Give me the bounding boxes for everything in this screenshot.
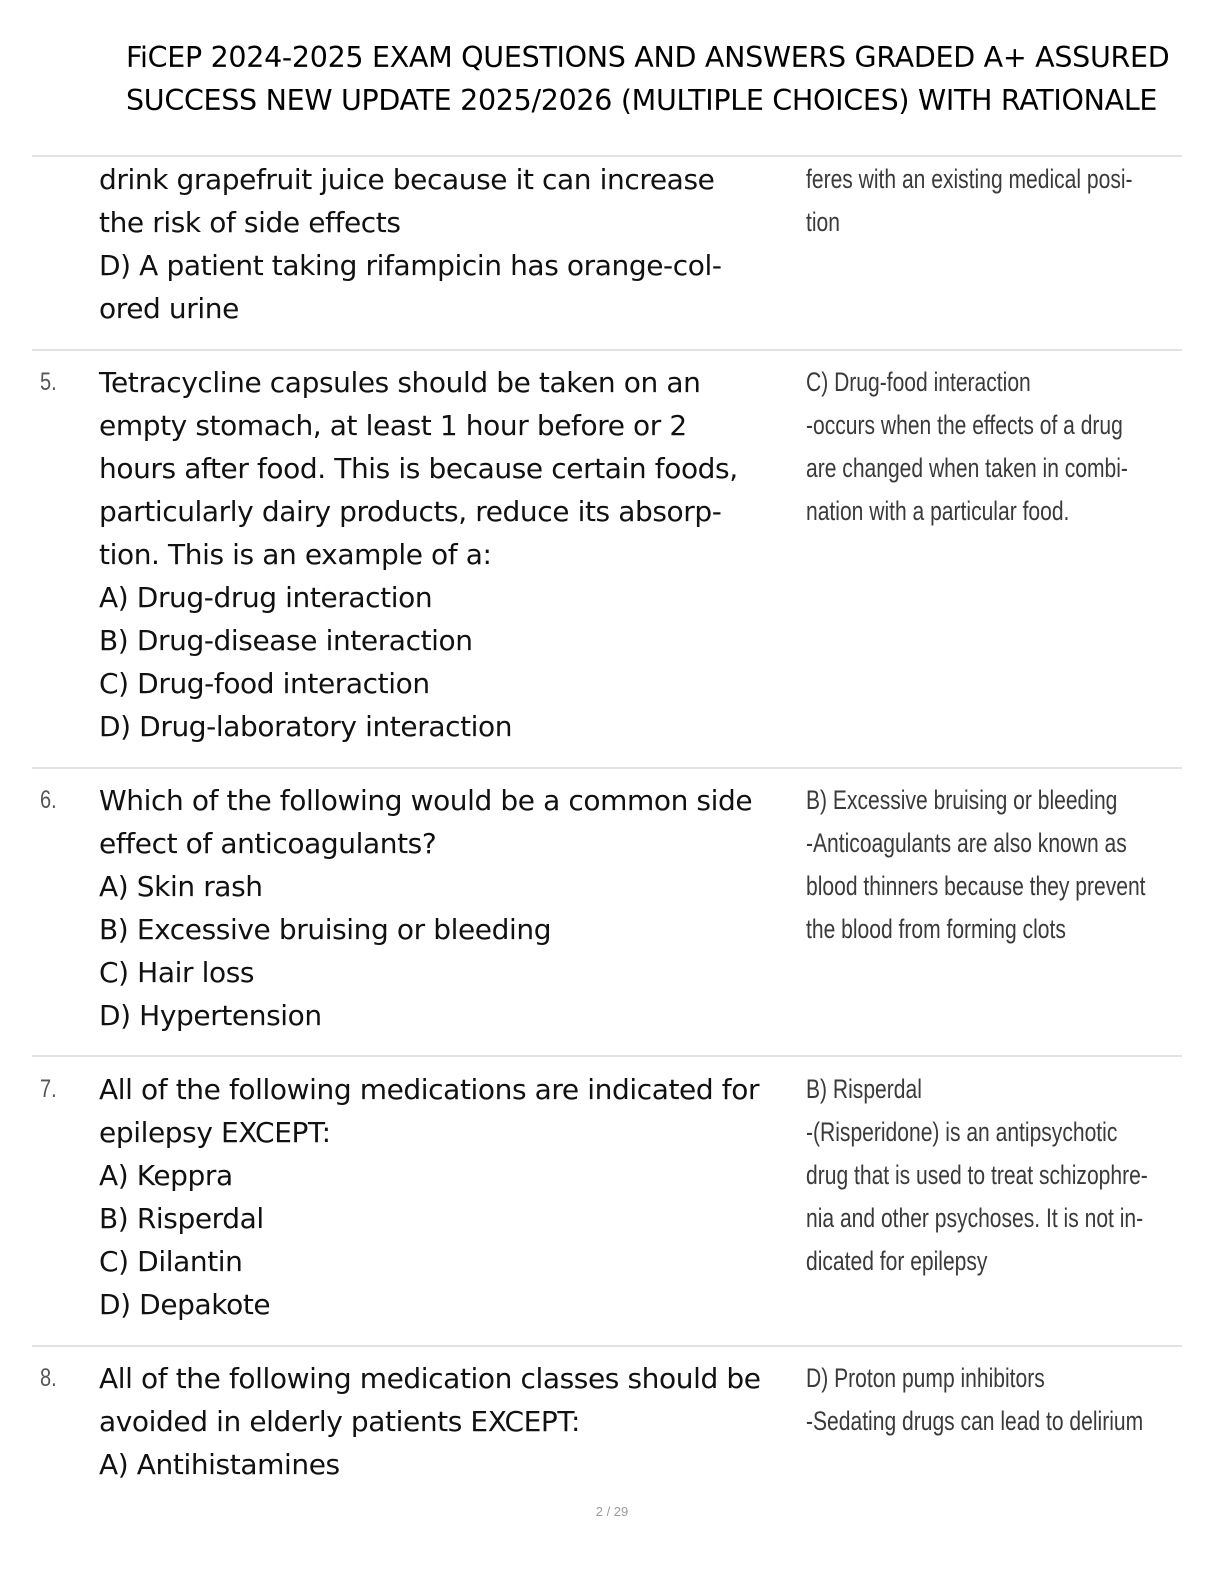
question-line: avoided in elderly patients EXCEPT: bbox=[99, 1405, 581, 1438]
question-number: 7. bbox=[40, 1075, 57, 1103]
question-text bbox=[99, 361, 799, 748]
option-c: C) Drug-food interaction bbox=[99, 667, 430, 700]
question-line: All of the following medication classes should be bbox=[99, 1362, 761, 1395]
divider bbox=[32, 349, 1182, 351]
option-d: D) Drug-laboratory interaction bbox=[99, 710, 513, 743]
document-title bbox=[126, 36, 1224, 122]
answer-line: -(Risperidone) is an antipsychotic bbox=[806, 1117, 1118, 1147]
option-a: A) Drug-drug interaction bbox=[99, 581, 433, 614]
answer-rationale bbox=[806, 361, 1128, 533]
question-text bbox=[99, 158, 799, 330]
option-c: C) Dilantin bbox=[99, 1245, 243, 1278]
question-line: the risk of side effects bbox=[99, 206, 401, 239]
question-text bbox=[99, 1068, 799, 1326]
question-number: 6. bbox=[40, 786, 57, 814]
divider bbox=[32, 767, 1182, 769]
question-text bbox=[99, 779, 799, 1037]
option-a: A) Antihistamines bbox=[99, 1448, 340, 1481]
question-text bbox=[99, 1357, 799, 1486]
option-c: C) Hair loss bbox=[99, 956, 255, 989]
answer-line: tion bbox=[806, 207, 840, 237]
question-line: drink grapefruit juice because it can increase bbox=[99, 163, 715, 196]
title-line-1: FiCEP 2024-2025 EXAM QUESTIONS AND ANSWERS GRADED A+ ASSURED bbox=[126, 41, 1170, 74]
option-b: B) Drug-disease interaction bbox=[99, 624, 473, 657]
answer-line: blood thinners because they prevent bbox=[806, 871, 1146, 901]
question-line: hours after food. This is because certain foods, bbox=[99, 452, 738, 485]
question-number: 8. bbox=[40, 1364, 57, 1392]
answer-line: B) Excessive bruising or bleeding bbox=[806, 785, 1118, 815]
answer-line: B) Risperdal bbox=[806, 1074, 922, 1104]
answer-line: nia and other psychoses. It is not in- bbox=[806, 1203, 1144, 1233]
option-a: A) Skin rash bbox=[99, 870, 263, 903]
question-line: tion. This is an example of a: bbox=[99, 538, 492, 571]
divider bbox=[32, 1345, 1182, 1347]
option-b: B) Excessive bruising or bleeding bbox=[99, 913, 552, 946]
question-line: All of the following medications are indicated for bbox=[99, 1073, 760, 1106]
option-b: B) Risperdal bbox=[99, 1202, 264, 1235]
answer-line: feres with an existing medical posi- bbox=[806, 164, 1133, 194]
question-number: 5. bbox=[40, 368, 57, 396]
question-line: particularly dairy products, reduce its absorp- bbox=[99, 495, 722, 528]
answer-line: C) Drug-food interaction bbox=[806, 367, 1031, 397]
answer-line: nation with a particular food. bbox=[806, 496, 1070, 526]
answer-line: dicated for epilepsy bbox=[806, 1246, 988, 1276]
option-a: A) Keppra bbox=[99, 1159, 233, 1192]
answer-line: drug that is used to treat schizophre- bbox=[806, 1160, 1148, 1190]
answer-line: are changed when taken in combi- bbox=[806, 453, 1128, 483]
option-d: D) Hypertension bbox=[99, 999, 322, 1032]
question-line: ored urine bbox=[99, 292, 239, 325]
answer-line: the blood from forming clots bbox=[806, 914, 1066, 944]
answer-line: -Anticoagulants are also known as bbox=[806, 828, 1127, 858]
divider bbox=[32, 1055, 1182, 1057]
page-indicator: 2 / 29 bbox=[595, 1504, 629, 1519]
title-line-2: SUCCESS NEW UPDATE 2025/2026 (MULTIPLE CHOICES) WITH RATIONALE bbox=[126, 84, 1158, 117]
question-line: Which of the following would be a common side bbox=[99, 784, 753, 817]
option-d: D) Depakote bbox=[99, 1288, 271, 1321]
answer-rationale bbox=[806, 158, 1133, 244]
question-line: effect of anticoagulants? bbox=[99, 827, 437, 860]
question-line: Tetracycline capsules should be taken on an bbox=[99, 366, 701, 399]
question-line: empty stomach, at least 1 hour before or 2 bbox=[99, 409, 687, 442]
question-line: D) A patient taking rifampicin has orange-col- bbox=[99, 249, 722, 282]
question-line: epilepsy EXCEPT: bbox=[99, 1116, 331, 1149]
answer-rationale bbox=[806, 1068, 1148, 1283]
divider bbox=[32, 155, 1182, 157]
answer-line: D) Proton pump inhibitors bbox=[806, 1363, 1045, 1393]
answer-rationale bbox=[806, 1357, 1144, 1443]
answer-line: -occurs when the effects of a drug bbox=[806, 410, 1123, 440]
answer-line: -Sedating drugs can lead to delirium bbox=[806, 1406, 1144, 1436]
answer-rationale bbox=[806, 779, 1146, 951]
